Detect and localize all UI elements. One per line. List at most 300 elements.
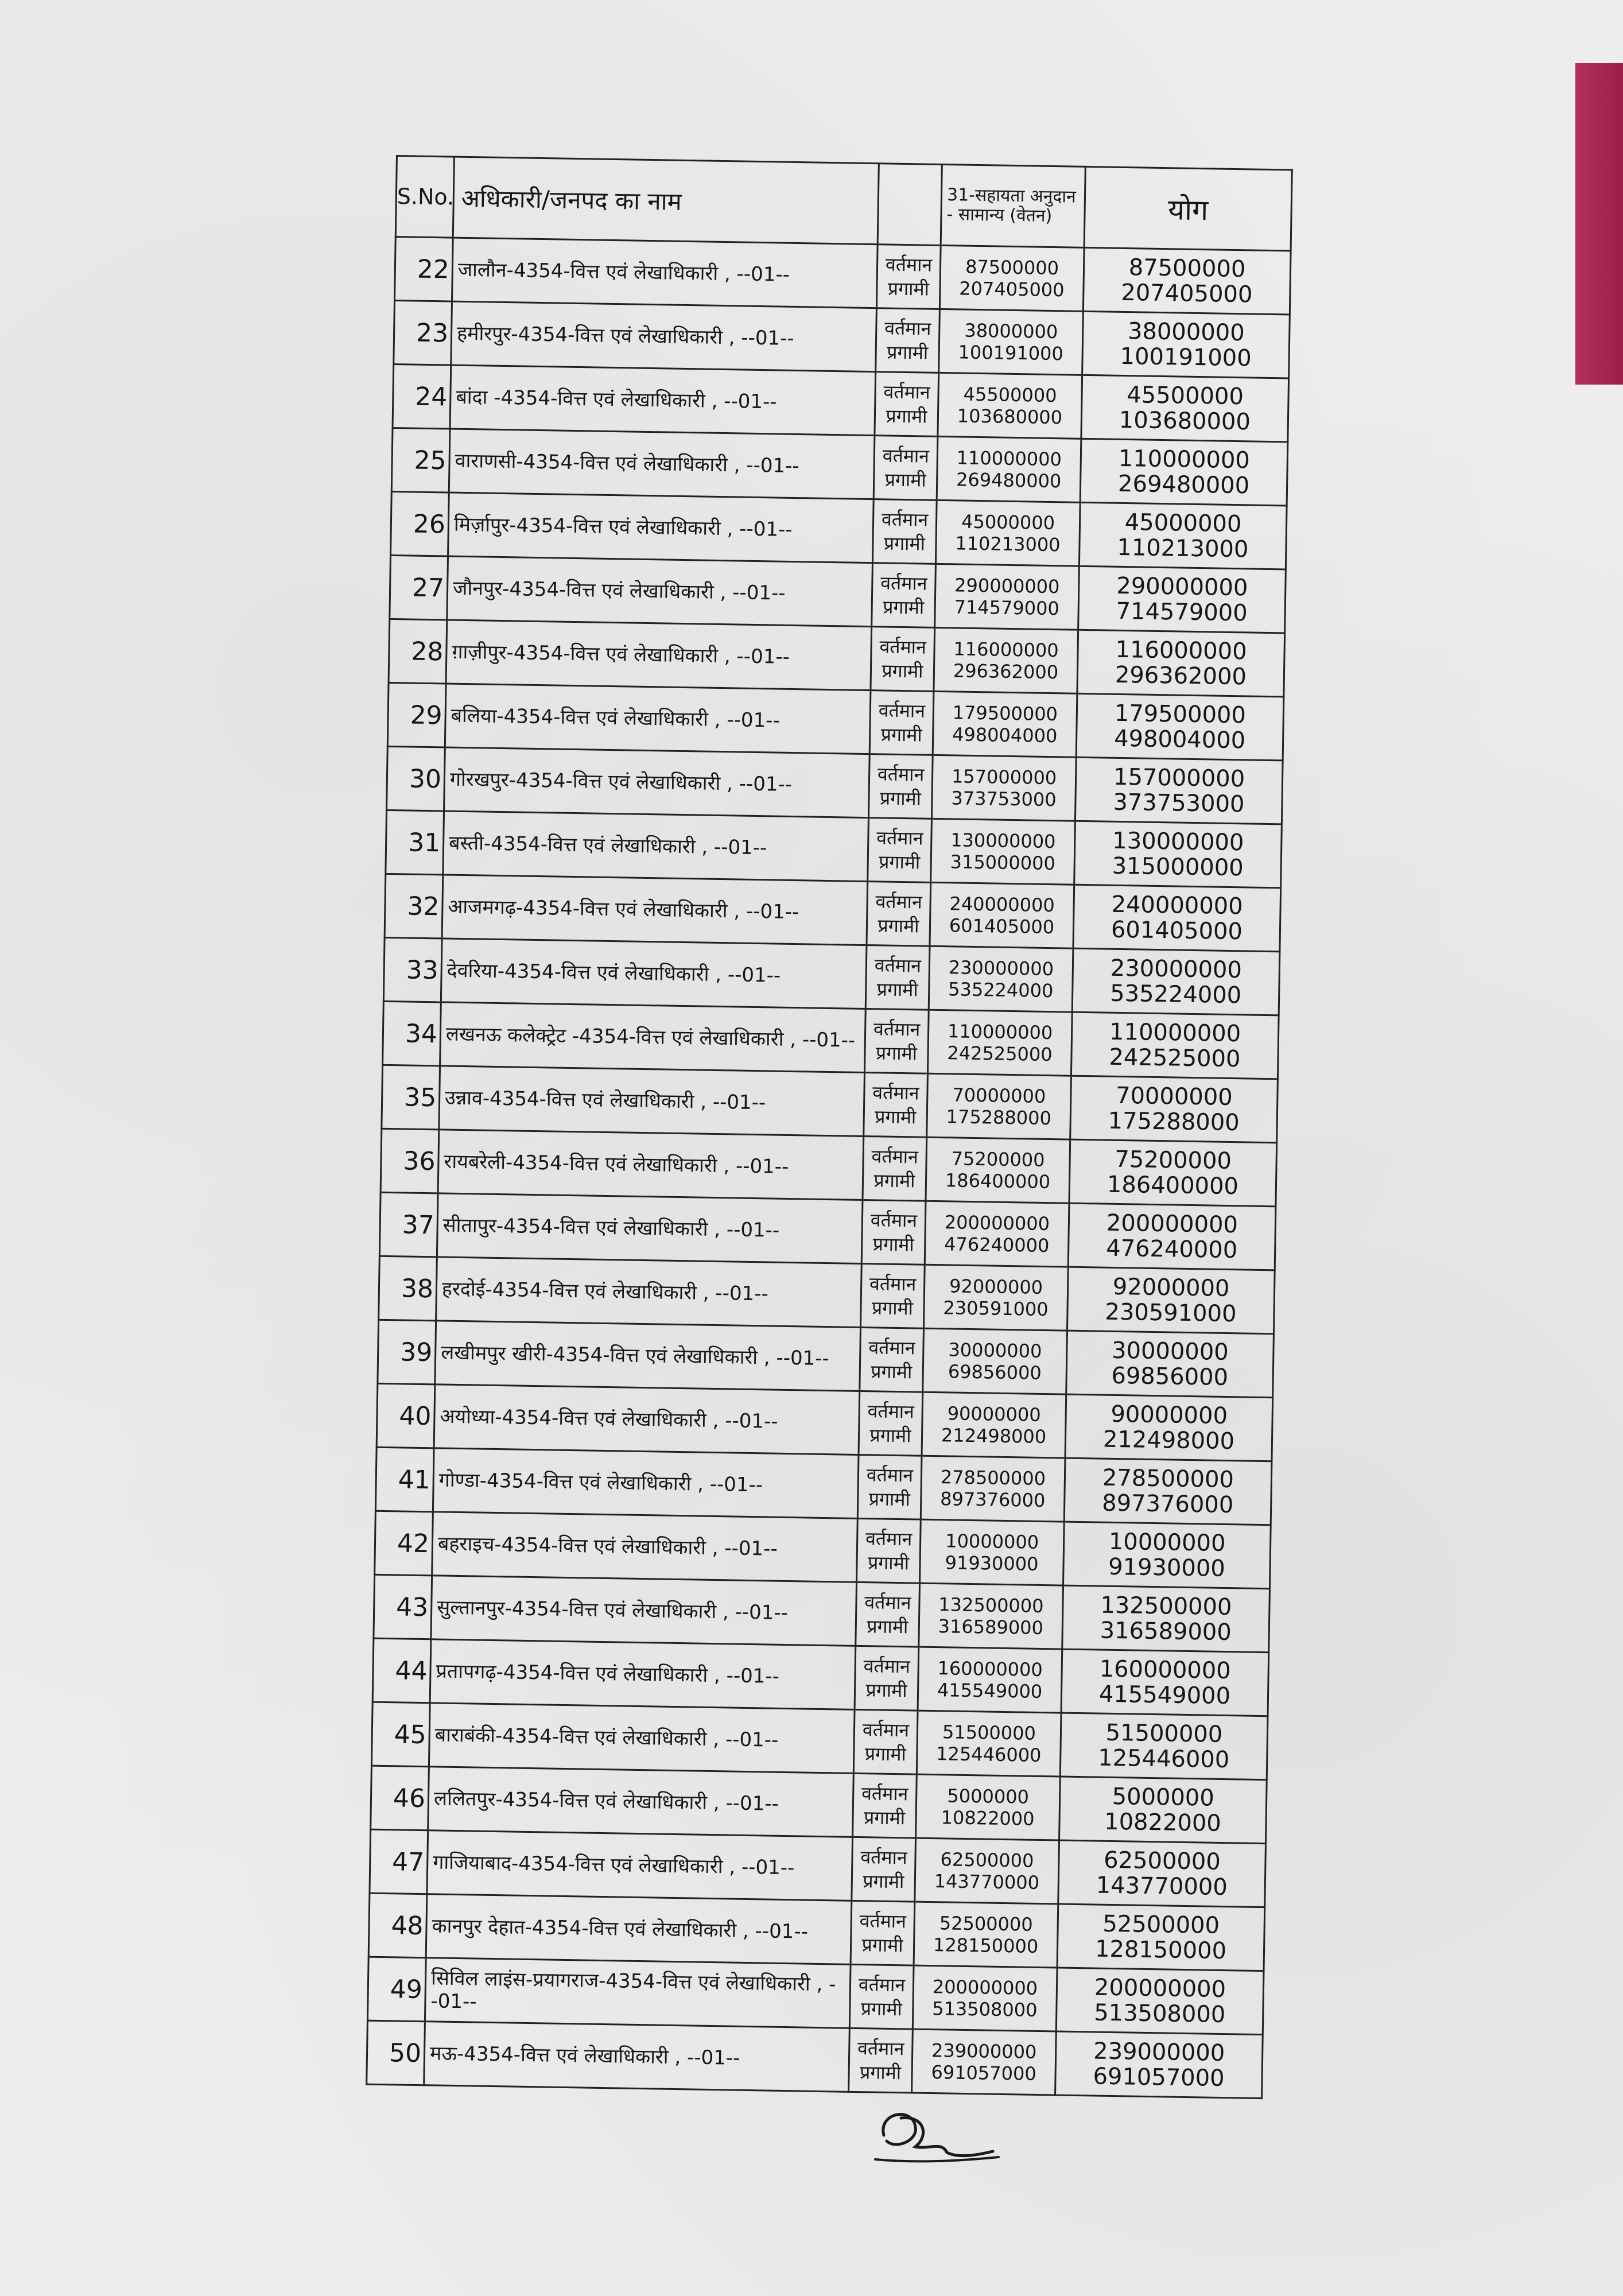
grant-amount-bottom: 143770000 [934,1870,1040,1894]
grant-amount [914,1902,1058,1968]
serial-number: 42 [375,1511,433,1576]
period-label-top: वर्तमान [857,2037,904,2060]
total-amount [1061,1649,1269,1716]
office-name: वाराणसी-4354-वित्त एवं लेखाधिकारी , --01-- [449,429,875,499]
total-amount-top: 179500000 [1114,700,1247,729]
office-name: प्रतापगढ़-4354-वित्त एवं लेखाधिकारी , --01-- [430,1639,856,1710]
grant-amount-top: 30000000 [948,1339,1042,1362]
grant-amount-bottom: 714579000 [954,596,1060,620]
total-amount-top: 290000000 [1116,572,1248,602]
total-amount-top: 87500000 [1128,254,1246,283]
period-label-bottom: प्रगामी [867,1615,908,1638]
grant-amount [931,755,1076,821]
total-amount [1083,247,1291,315]
grant-amount-bottom: 316589000 [938,1615,1044,1639]
period-label-top: वर्तमान [858,1973,906,1996]
grant-amount-bottom: 110213000 [955,532,1061,556]
grant-amount-top: 200000000 [932,1976,1038,1999]
grant-amount [930,882,1074,948]
total-amount-top: 278500000 [1102,1464,1234,1494]
period-label [857,1455,922,1519]
total-amount-top: 10000000 [1108,1528,1226,1557]
grant-amount [927,1010,1072,1076]
grant-amount-top: 52500000 [939,1912,1033,1936]
office-name: बस्ती-4354-वित्त एवं लेखाधिकारी , --01-- [443,811,869,882]
total-amount-top: 90000000 [1111,1401,1228,1430]
total-amount [1076,693,1284,761]
serial-number: 48 [368,1893,427,1958]
grant-amount-top: 5000000 [947,1785,1030,1808]
office-name: उन्नाव-4354-वित्त एवं लेखाधिकारी , --01-- [439,1066,865,1137]
period-label-bottom: प्रगामी [871,1360,913,1383]
grant-amount-bottom: 296362000 [953,660,1059,684]
total-amount-top: 239000000 [1093,2038,1225,2067]
total-amount-bottom: 91930000 [1108,1553,1226,1582]
period-label-top: वर्तमान [873,1018,921,1041]
period-label [864,1009,929,1074]
period-label-bottom: प्रगामी [875,1106,917,1128]
serial-number: 28 [389,619,447,684]
grant-amount-bottom: 128150000 [933,1934,1039,1957]
grant-amount [915,1838,1059,1904]
serial-number: 46 [371,1766,429,1830]
grant-amount [918,1647,1062,1713]
total-amount-top: 51500000 [1105,1719,1223,1748]
period-label [875,372,939,437]
period-label-bottom: प्रगामी [873,1169,915,1192]
grant-amount-bottom: 175288000 [946,1106,1052,1130]
total-amount-bottom: 535224000 [1109,980,1242,1009]
period-label [869,691,934,755]
grant-amount-bottom: 415549000 [937,1679,1043,1703]
period-label-bottom: प्रगामी [884,468,926,491]
period-label-bottom: प्रगामी [867,1552,910,1574]
grant-amount-top: 62500000 [940,1848,1034,1872]
grant-amount-top: 92000000 [949,1275,1043,1298]
grant-amount [939,309,1084,375]
office-name: मिर्ज़ापुर-4354-वित्त एवं लेखाधिकारी , --01-- [448,492,874,563]
total-amount-top: 62500000 [1103,1847,1221,1875]
grant-amount-top: 110000000 [947,1020,1053,1044]
serial-number: 44 [372,1638,431,1703]
office-name: सुल्तानपुर-4354-वित्त एवं लेखाधिकारी , --01-- [431,1576,857,1646]
period-label-bottom: प्रगामी [859,2061,902,2084]
total-amount-top: 38000000 [1127,318,1245,347]
total-amount-bottom: 714579000 [1116,598,1248,627]
period-label-bottom: प्रगामी [860,1998,903,2020]
total-amount-top: 116000000 [1115,636,1247,665]
period-label-bottom: प्रगामी [875,1042,918,1065]
total-amount [1082,311,1290,378]
office-name: देवरिया-4354-वित्त एवं लेखाधिकारी , --01-- [441,938,867,1009]
office-name: लखनऊ कलेक्ट्रेट -4354-वित्त एवं लेखाधिकारी , --01-- [440,1002,866,1073]
total-amount-top: 200000000 [1094,1974,1226,2003]
total-amount-bottom: 897376000 [1101,1490,1234,1519]
total-amount-bottom: 498004000 [1113,725,1246,754]
serial-number: 25 [391,428,450,492]
grant-amount-top: 75200000 [951,1147,1045,1171]
grant-amount-bottom: 69856000 [948,1360,1042,1384]
serial-number: 22 [395,237,453,302]
signature-mark [861,2095,1010,2170]
serial-number: 29 [387,682,446,747]
period-label-bottom: प्रगामी [886,341,929,364]
period-label-top: वर्तमान [876,827,923,850]
serial-number: 33 [383,937,442,1002]
total-amount-top: 157000000 [1113,763,1245,793]
grant-amount [933,691,1077,757]
grant-amount-top: 90000000 [947,1402,1041,1426]
total-amount-top: 5000000 [1112,1783,1215,1812]
period-label-bottom: प्रगामी [882,660,923,682]
grant-amount-top: 230000000 [948,956,1054,980]
serial-number: 26 [391,491,449,556]
period-label [867,882,931,947]
total-amount [1056,1968,1264,2035]
total-amount [1078,566,1286,633]
period-label [861,1200,926,1265]
total-amount [1063,1522,1271,1589]
total-amount [1059,1777,1267,1844]
total-amount-bottom: 476240000 [1105,1235,1238,1264]
grant-amount [917,1711,1061,1777]
grant-amount-bottom: 242525000 [947,1042,1053,1066]
office-name: बलिया-4354-वित्त एवं लेखाधिकारी , --01-- [445,684,871,754]
period-label-top: वर्तमान [881,508,929,531]
allocation-table [366,155,1293,2099]
period-label-top: वर्तमान [866,1464,914,1487]
office-name: आजमगढ़-4354-वित्त एवं लेखाधिकारी , --01-- [442,875,868,945]
serial-number: 37 [379,1192,438,1257]
total-amount-bottom: 373753000 [1113,789,1245,818]
office-name: मऊ-4354-वित्त एवं लेखाधिकारी , --01-- [424,2022,850,2092]
grant-amount-top: 278500000 [940,1466,1046,1490]
period-label [851,1901,915,1965]
grant-amount-bottom: 212498000 [941,1424,1047,1448]
period-label [860,1327,924,1392]
office-name: जौनपुर-4354-वित्त एवं लेखाधिकारी , --01-- [447,556,873,627]
grant-amount-top: 160000000 [937,1657,1043,1681]
office-name: बाराबंकी-4354-वित्त एवं लेखाधिकारी , --01-- [429,1703,855,1774]
period-label-bottom: प्रगामी [883,532,926,555]
grant-amount-top: 179500000 [952,701,1058,726]
period-label-bottom: प्रगामी [872,1233,915,1256]
grant-amount [912,2029,1057,2095]
period-label-bottom: प्रगामी [879,787,922,810]
period-label-top: वर्तमान [877,763,925,786]
period-label [863,1137,927,1201]
total-amount-top: 30000000 [1111,1337,1229,1366]
office-name: हमीरपुर-4354-वित्त एवं लेखाधिकारी , --01-- [451,301,877,372]
period-label-bottom: प्रगामी [869,1424,911,1447]
total-amount [1062,1585,1270,1653]
total-amount-bottom: 691057000 [1093,2063,1225,2092]
grant-amount-bottom: 186400000 [945,1169,1051,1193]
total-amount [1079,502,1287,569]
period-label [876,245,941,309]
office-name: सीतापुर-4354-वित्त एवं लेखाधिकारी , --01-- [437,1193,863,1264]
period-label-bottom: प्रगामी [887,277,930,300]
serial-number: 31 [386,810,444,875]
header-total: योग [1084,166,1292,251]
serial-number: 49 [367,1957,426,2022]
total-amount [1070,1076,1278,1143]
serial-number: 36 [380,1128,439,1193]
total-amount-top: 132500000 [1100,1592,1232,1621]
total-amount-bottom: 143770000 [1096,1872,1228,1901]
office-name: अयोध्या-4354-वित्त एवं लेखाधिकारी , --01-- [434,1384,860,1455]
office-name: गोरखपुर-4354-वित्त एवं लेखाधिकारी , --01-- [444,747,870,818]
period-label-bottom: प्रगामी [871,1297,914,1320]
grant-amount-top: 110000000 [956,447,1062,471]
office-name: गोण्डा-4354-वित्त एवं लेखाधिकारी , --01-- [433,1448,859,1519]
total-amount [1081,375,1289,442]
total-amount-bottom: 10822000 [1104,1808,1222,1837]
period-label-bottom: प्रगामी [861,1934,903,1957]
serial-number: 39 [378,1320,436,1384]
grant-amount-bottom: 897376000 [939,1488,1046,1512]
period-label [861,1263,925,1328]
total-amount [1074,821,1282,888]
total-amount-bottom: 175288000 [1108,1107,1240,1137]
total-amount-bottom: 207405000 [1120,279,1253,308]
grant-amount-bottom: 315000000 [950,851,1056,875]
header-amount: 31-सहायता अनुदान - सामान्य (वेतन) [941,164,1085,247]
total-amount-bottom: 186400000 [1106,1171,1239,1200]
total-amount-bottom: 315000000 [1112,852,1244,882]
serial-number: 34 [383,1001,441,1066]
total-amount-bottom: 601405000 [1111,916,1243,945]
office-name: गाजियाबाद-4354-वित्त एवं लेखाधिकारी , --01-- [427,1830,853,1901]
period-label-top: वर्तमान [863,1655,911,1678]
grant-amount-top: 240000000 [949,893,1055,917]
period-label [871,627,935,692]
period-label-bottom: प्रगामी [863,1806,906,1829]
serial-number: 30 [387,746,445,811]
period-label [868,818,932,883]
serial-number: 43 [374,1574,432,1639]
period-label-top: वर्तमान [869,1273,917,1296]
grant-amount-bottom: 601405000 [949,914,1055,938]
period-label-bottom: प्रगामी [865,1679,907,1702]
total-amount-bottom: 415549000 [1098,1681,1231,1710]
serial-number: 23 [394,300,452,365]
period-label-top: वर्तमान [882,444,930,467]
total-amount-top: 130000000 [1112,827,1244,856]
office-name: जालौन-4354-वित्त एवं लेखाधिकारी , --01-- [452,238,878,308]
period-label [872,499,937,564]
period-label-top: वर्तमान [871,1145,919,1168]
total-amount [1068,1203,1276,1270]
total-amount-bottom: 212498000 [1102,1426,1235,1455]
header-sn: S.No. [395,156,454,238]
grant-amount [916,1774,1061,1840]
total-amount-bottom: 125446000 [1097,1744,1230,1774]
period-label-top: वर्तमान [879,635,927,658]
period-label-top: वर्तमान [883,381,931,404]
total-amount-bottom: 269480000 [1117,470,1250,499]
total-amount-bottom: 513508000 [1093,1999,1226,2029]
serial-number: 47 [370,1829,428,1894]
period-label [852,1837,916,1902]
grant-amount-bottom: 498004000 [952,723,1058,747]
grant-amount-top: 239000000 [931,2039,1037,2063]
period-label-top: वर्तमान [884,317,931,340]
office-name: लखीमपुर खीरी-4354-वित्त एवं लेखाधिकारी , --01-- [435,1321,861,1391]
period-label [853,1709,918,1774]
serial-number: 45 [371,1702,430,1767]
period-label [857,1518,921,1583]
period-label-top: वर्तमान [874,954,922,977]
grant-amount [937,436,1081,502]
total-amount [1067,1267,1275,1334]
total-amount [1080,439,1288,506]
office-name: ग़ाज़ीपुर-4354-वित्त एवं लेखाधिकारी , --01-- [446,620,872,691]
table-body [367,237,1291,2099]
total-amount-bottom: 230591000 [1105,1298,1237,1328]
grant-amount [919,1583,1063,1649]
grant-amount-bottom: 691057000 [931,2061,1037,2085]
office-name: रायबरेली-4354-वित्त एवं लेखाधिकारी , --01-- [438,1130,864,1200]
grant-amount-top: 10000000 [945,1530,1039,1553]
period-label-bottom: प्रगामी [880,723,923,746]
grant-amount [926,1137,1070,1203]
grant-amount-bottom: 535224000 [948,978,1054,1002]
total-amount-top: 75200000 [1115,1146,1232,1175]
total-amount [1073,885,1281,952]
grant-amount [938,373,1082,439]
period-label-bottom: प्रगामी [886,405,927,428]
period-label-bottom: प्रगामी [868,1488,911,1511]
total-amount-top: 45000000 [1124,509,1242,538]
grant-amount-bottom: 513508000 [931,1998,1038,2021]
grant-amount-bottom: 100191000 [958,341,1064,365]
period-label-top: वर्तमान [885,253,933,276]
grant-amount [922,1392,1066,1458]
total-amount-bottom: 296362000 [1115,661,1247,691]
total-amount-top: 92000000 [1112,1273,1230,1302]
period-label-top: वर्तमान [867,1400,915,1423]
header-blank [877,164,942,246]
period-label [865,945,930,1010]
serial-number: 41 [375,1447,434,1512]
grant-amount-top: 87500000 [965,255,1059,280]
office-name: बहराइच-4354-वित्त एवं लेखाधिकारी , --01-- [432,1512,858,1583]
grant-amount-top: 200000000 [944,1211,1050,1235]
period-label [864,1073,928,1138]
grant-amount [931,819,1075,885]
total-amount-bottom: 316589000 [1100,1617,1232,1646]
grant-amount [923,1328,1067,1394]
total-amount-top: 160000000 [1099,1655,1232,1685]
total-amount [1072,948,1280,1015]
serial-number: 24 [393,364,451,429]
grant-amount-bottom: 269480000 [956,468,1062,492]
grant-amount [935,564,1080,630]
serial-number: 40 [376,1383,435,1448]
total-amount [1066,1331,1274,1398]
period-label [853,1773,917,1838]
grant-amount-bottom: 91930000 [945,1552,1039,1575]
grant-amount [939,245,1084,311]
grant-amount-top: 116000000 [953,638,1059,662]
grant-amount-bottom: 373753000 [951,787,1057,811]
grant-amount-top: 157000000 [951,765,1057,789]
serial-number: 27 [390,555,448,620]
serial-number: 35 [382,1065,440,1130]
total-amount-bottom: 128150000 [1094,1936,1227,1965]
period-label-top: वर्तमान [861,1782,908,1805]
grant-amount-bottom: 10822000 [941,1806,1035,1830]
period-label [873,436,938,501]
grant-amount [925,1201,1069,1267]
period-label-bottom: प्रगामी [882,596,925,619]
period-label-bottom: प्रगामी [863,1870,904,1893]
grant-amount-top: 38000000 [964,319,1058,343]
period-label-top: वर्तमान [880,572,927,595]
grant-amount [913,1965,1057,2031]
period-label-bottom: प्रगामी [864,1743,907,1766]
period-label-top: वर्तमान [870,1209,918,1232]
period-label [849,1964,914,2029]
grant-amount [924,1265,1069,1331]
period-label-top: वर्तमान [864,1591,911,1614]
period-label-top: वर्तमान [862,1719,910,1742]
office-name: ललितपुर-4354-वित्त एवं लेखाधिकारी , --01-- [428,1767,854,1837]
grant-amount-top: 51500000 [942,1721,1036,1744]
period-label [859,1391,923,1456]
period-label [876,308,940,373]
period-label [856,1582,920,1647]
period-label-top: वर्तमान [875,890,923,913]
table-row [367,2020,1263,2098]
period-label [855,1646,919,1711]
grant-amount-bottom: 125446000 [935,1743,1042,1767]
serial-number: 32 [385,874,443,938]
total-amount [1058,1840,1266,1907]
period-label-bottom: प्रगामी [878,851,921,874]
period-label-top: वर्तमान [865,1527,913,1550]
period-label-top: वर्तमान [859,1910,907,1933]
office-name: कानपुर देहात-4354-वित्त एवं लेखाधिकारी , --01-- [426,1894,852,1965]
office-name: सिविल लाइंस-प्रयागराज-4354-वित्त एवं लेखाधिकारी , --01-- [425,1958,851,2029]
grant-amount [929,946,1073,1012]
total-amount-top: 200000000 [1106,1209,1238,1239]
total-amount-top: 70000000 [1115,1082,1233,1111]
total-amount-top: 52500000 [1102,1910,1220,1939]
grant-amount-bottom: 103680000 [957,405,1063,429]
grant-amount [935,500,1080,566]
grant-amount-top: 45000000 [961,510,1055,534]
total-amount-bottom: 100191000 [1120,343,1252,372]
grant-amount-bottom: 230591000 [943,1297,1049,1321]
total-amount [1064,1458,1272,1525]
grant-amount-top: 290000000 [954,574,1060,598]
total-amount [1075,757,1283,824]
total-amount-bottom: 103680000 [1119,406,1251,436]
grant-amount-bottom: 207405000 [959,277,1065,301]
period-label-bottom: प्रगामी [876,978,919,1001]
period-label [872,563,936,628]
total-amount-top: 110000000 [1118,445,1251,474]
period-label-top: वर्तमान [868,1336,915,1359]
period-label-bottom: प्रगामी [877,914,919,937]
total-amount-bottom: 110213000 [1117,534,1249,563]
total-amount-top: 110000000 [1109,1018,1241,1048]
period-label-top: वर्तमान [860,1846,907,1869]
grant-amount-top: 45500000 [963,383,1057,407]
total-amount [1057,1904,1265,1971]
